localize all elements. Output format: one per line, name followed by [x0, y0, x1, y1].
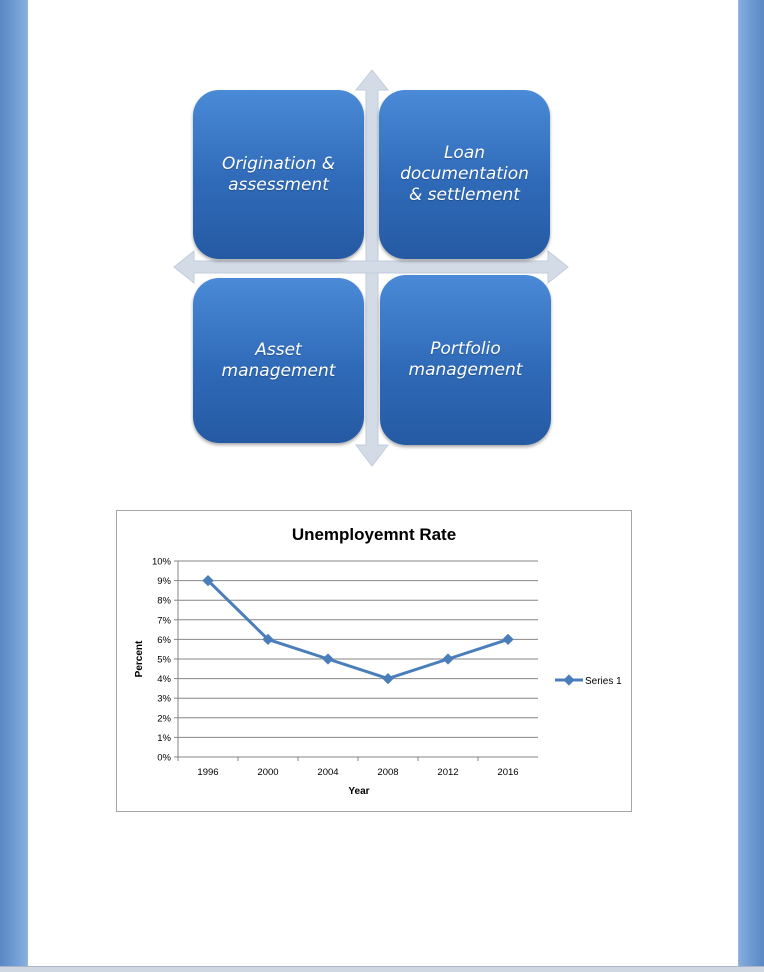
y-tick-label: 8%	[157, 595, 171, 607]
tile-origination-label: Origination & assessment	[221, 153, 336, 195]
x-tick-labels	[178, 757, 519, 778]
y-tick-labels	[152, 557, 172, 764]
y-tick-label: 2%	[157, 713, 171, 725]
chart-svg	[117, 511, 631, 811]
legend-marker	[563, 674, 574, 685]
y-tick-label: 0%	[157, 752, 171, 764]
legend-label: Series 1	[585, 676, 622, 687]
x-tick-label: 2004	[317, 767, 339, 778]
y-tick-label: 10%	[151, 556, 171, 568]
tile-portfolio-management	[380, 275, 551, 445]
y-tick-label: 7%	[157, 615, 171, 627]
x-axis-label: Year	[348, 786, 370, 797]
x-tick-label: 2008	[377, 767, 399, 778]
legend	[555, 674, 622, 687]
data-point	[442, 653, 453, 664]
y-tick-label: 4%	[157, 674, 171, 686]
tile-origination	[193, 90, 364, 259]
line-chart	[116, 510, 632, 812]
series-line	[208, 581, 508, 679]
data-point	[322, 653, 333, 664]
y-tick-label: 3%	[157, 693, 171, 705]
tile-portfolio-management-label: Portfolio management	[408, 339, 523, 380]
data-point	[382, 673, 393, 684]
tile-asset-management-label: Asset management	[221, 339, 336, 381]
status-strip	[0, 966, 764, 972]
x-tick-label: 2016	[497, 767, 519, 778]
y-tick-label: 9%	[157, 576, 171, 588]
y-tick-label: 5%	[157, 654, 171, 666]
x-tick-label: 2000	[257, 767, 279, 778]
y-tick-label: 6%	[157, 634, 171, 646]
y-tick-label: 1%	[157, 732, 171, 744]
series-group	[202, 575, 513, 684]
tile-loan-documentation-label: Loan documentation & settlement	[400, 143, 529, 205]
gridlines	[174, 561, 538, 757]
chart-title: Unemployemnt Rate	[291, 525, 457, 544]
y-axis-label: Percent	[134, 640, 145, 678]
data-point	[502, 634, 513, 645]
x-tick-label: 2012	[437, 767, 459, 778]
tile-asset-management	[193, 278, 364, 443]
tile-loan-documentation	[379, 90, 550, 259]
x-tick-label: 1996	[197, 767, 219, 778]
